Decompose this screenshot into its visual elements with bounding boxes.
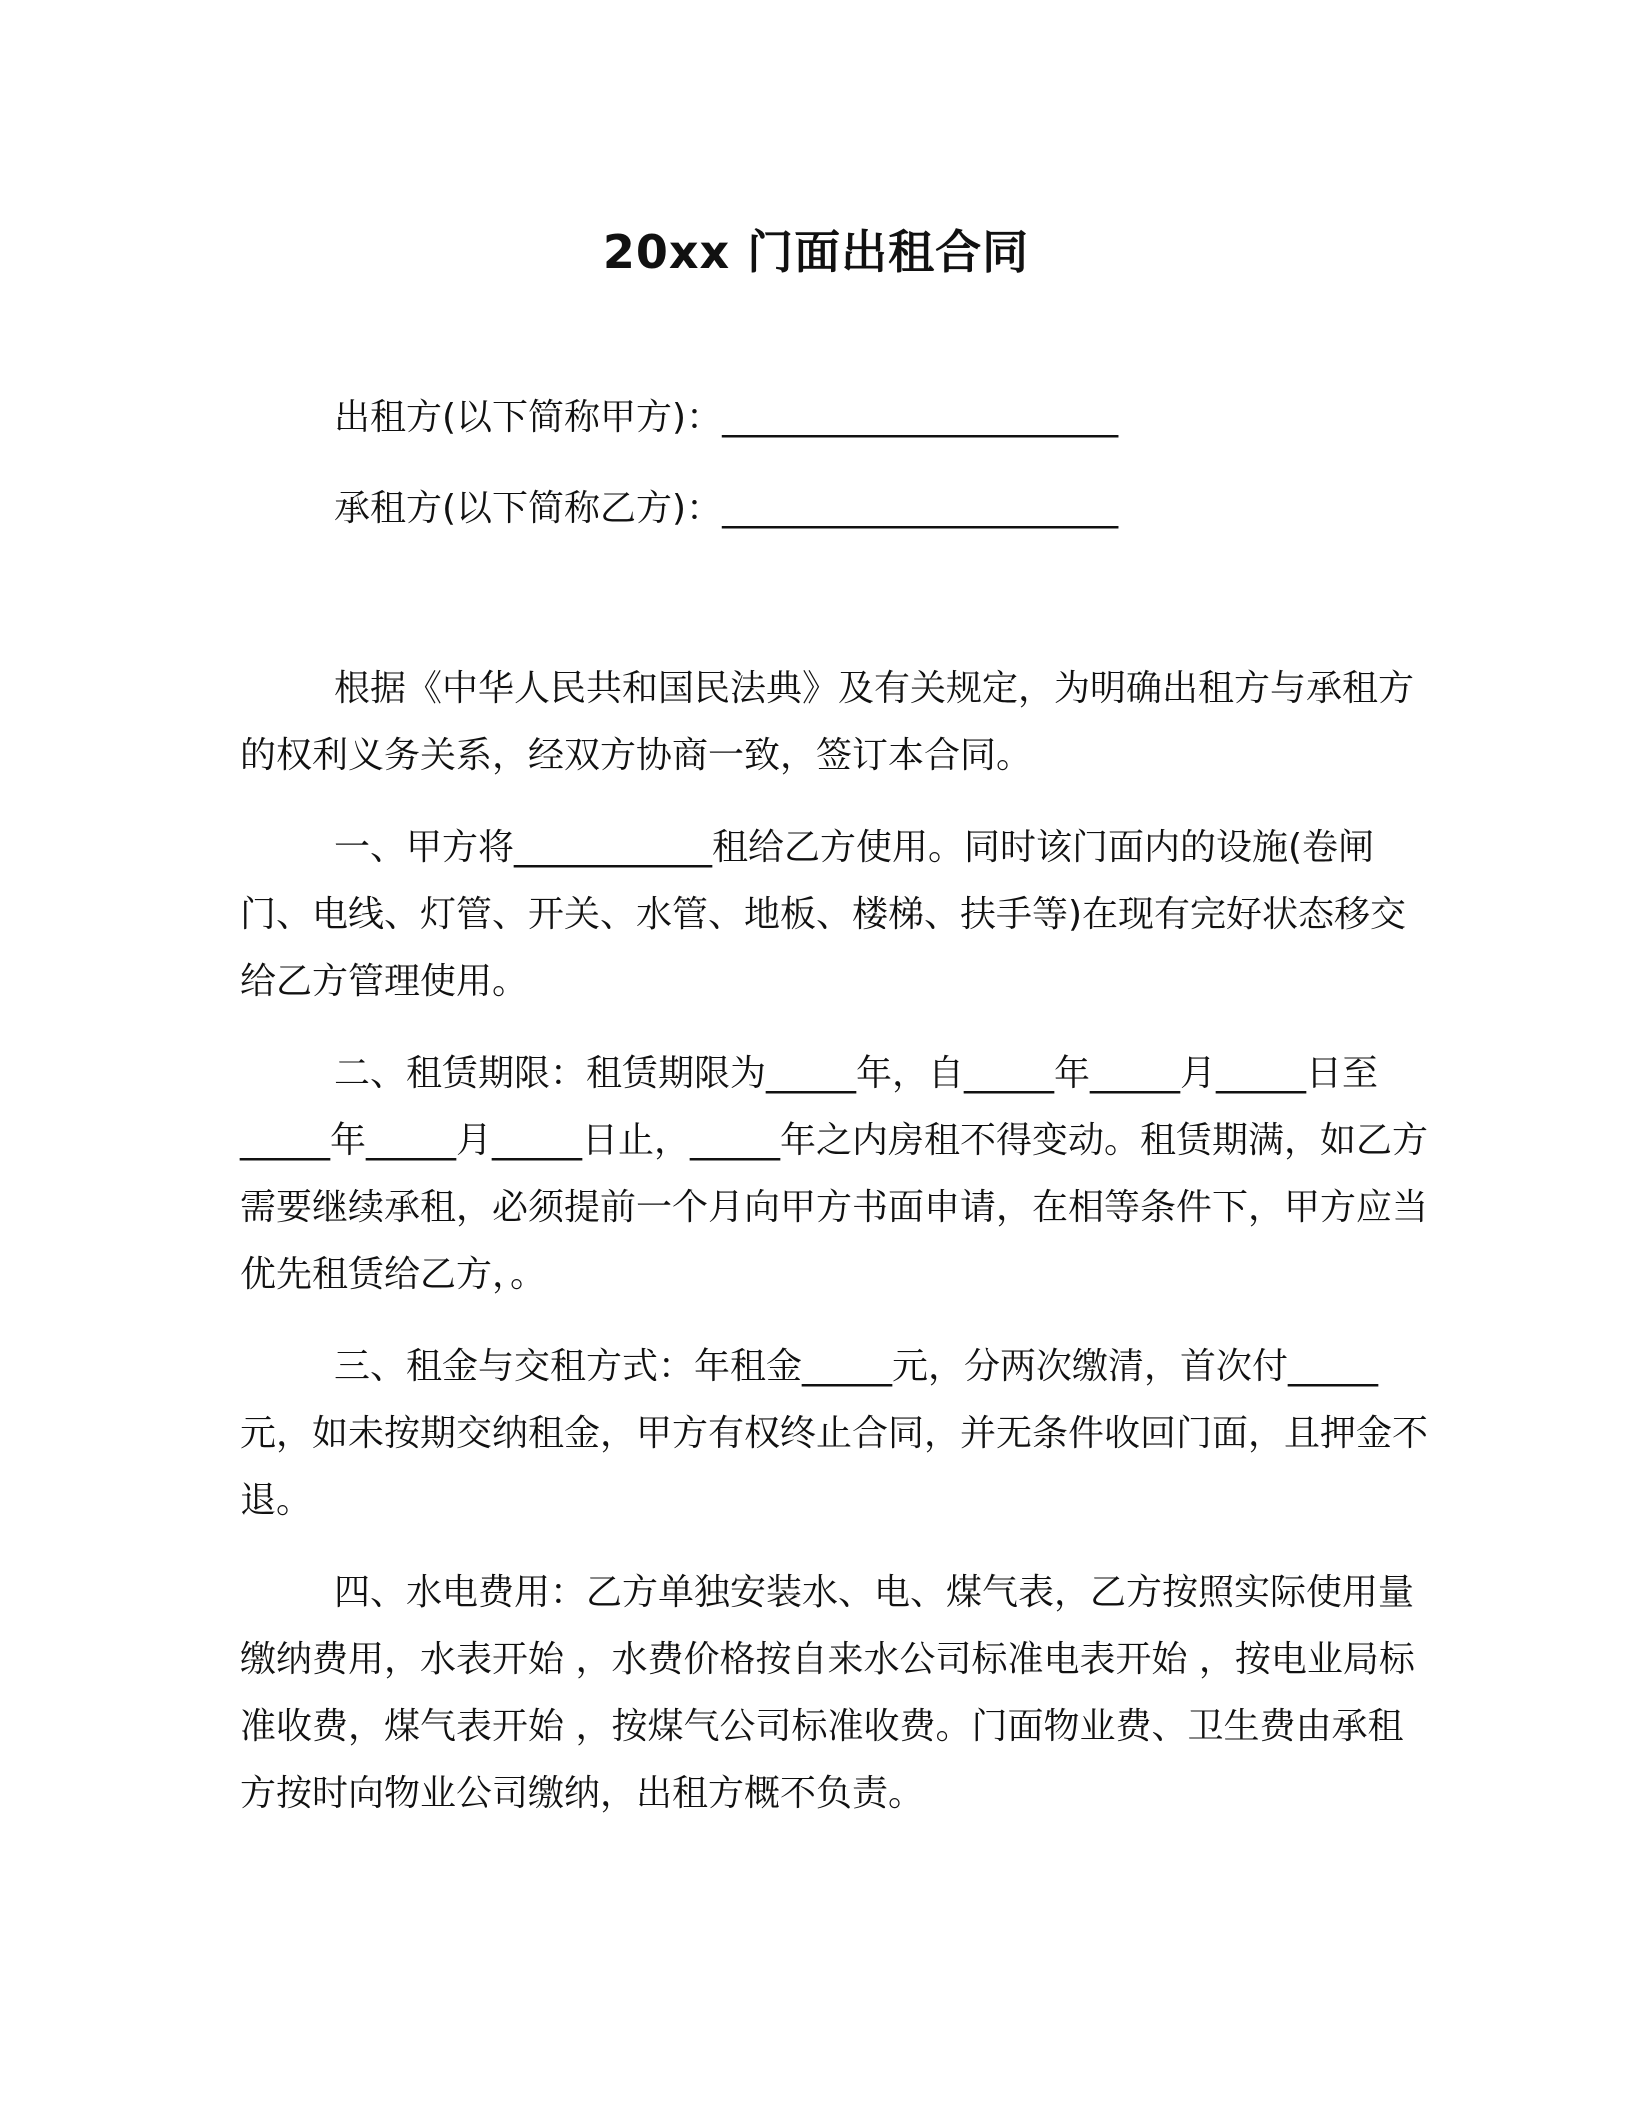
clause-1-paragraph: 一、甲方将___________租给乙方使用。同时该门面内的设施(卷闸门、电线、灯管、开关、水管、地板、楼梯、扶手等)在现有完好状态移交给乙方管理使用。 bbox=[240, 827, 1407, 1002]
lessee-line: 承租方(以下简称乙方)：______________________ bbox=[334, 488, 1119, 529]
clause-3-paragraph: 三、租金与交租方式：年租金_____元，分两次缴清，首次付_____元，如未按期交纳租金，甲方有权终止合同，并无条件收回门面，且押金不退。 bbox=[240, 1346, 1429, 1521]
clause-4-paragraph: 四、水电费用：乙方单独安装水、电、煤气表，乙方按照实际使用量缴纳费用，水表开始 ，水费价格按自来水公司标准电表开始 ，按电业局标准收费，煤气表开始 ，按煤气公司标准收费。门面物业费、卫生费由承租方按时向物业公司缴纳，出租方概不负责。 bbox=[240, 1572, 1415, 1814]
clause-2-paragraph: 二、租赁期限：租赁期限为_____年，自_____年_____月_____日至_____年_____月_____日止，_____年之内房租不得变动。租赁期满，如乙方需要继续承租，必须提前一个月向甲方书面申请，在相等条件下，甲方应当优先租赁给乙方，。 bbox=[240, 1053, 1429, 1295]
preamble-paragraph: 根据《中华人民共和国民法典》及有关规定，为明确出租方与承租方的权利义务关系，经双方协商一致，签订本合同。 bbox=[240, 668, 1415, 776]
document-title: 20xx 门面出租合同 bbox=[602, 225, 1030, 279]
lessor-line: 出租方(以下简称甲方)：______________________ bbox=[334, 397, 1119, 438]
